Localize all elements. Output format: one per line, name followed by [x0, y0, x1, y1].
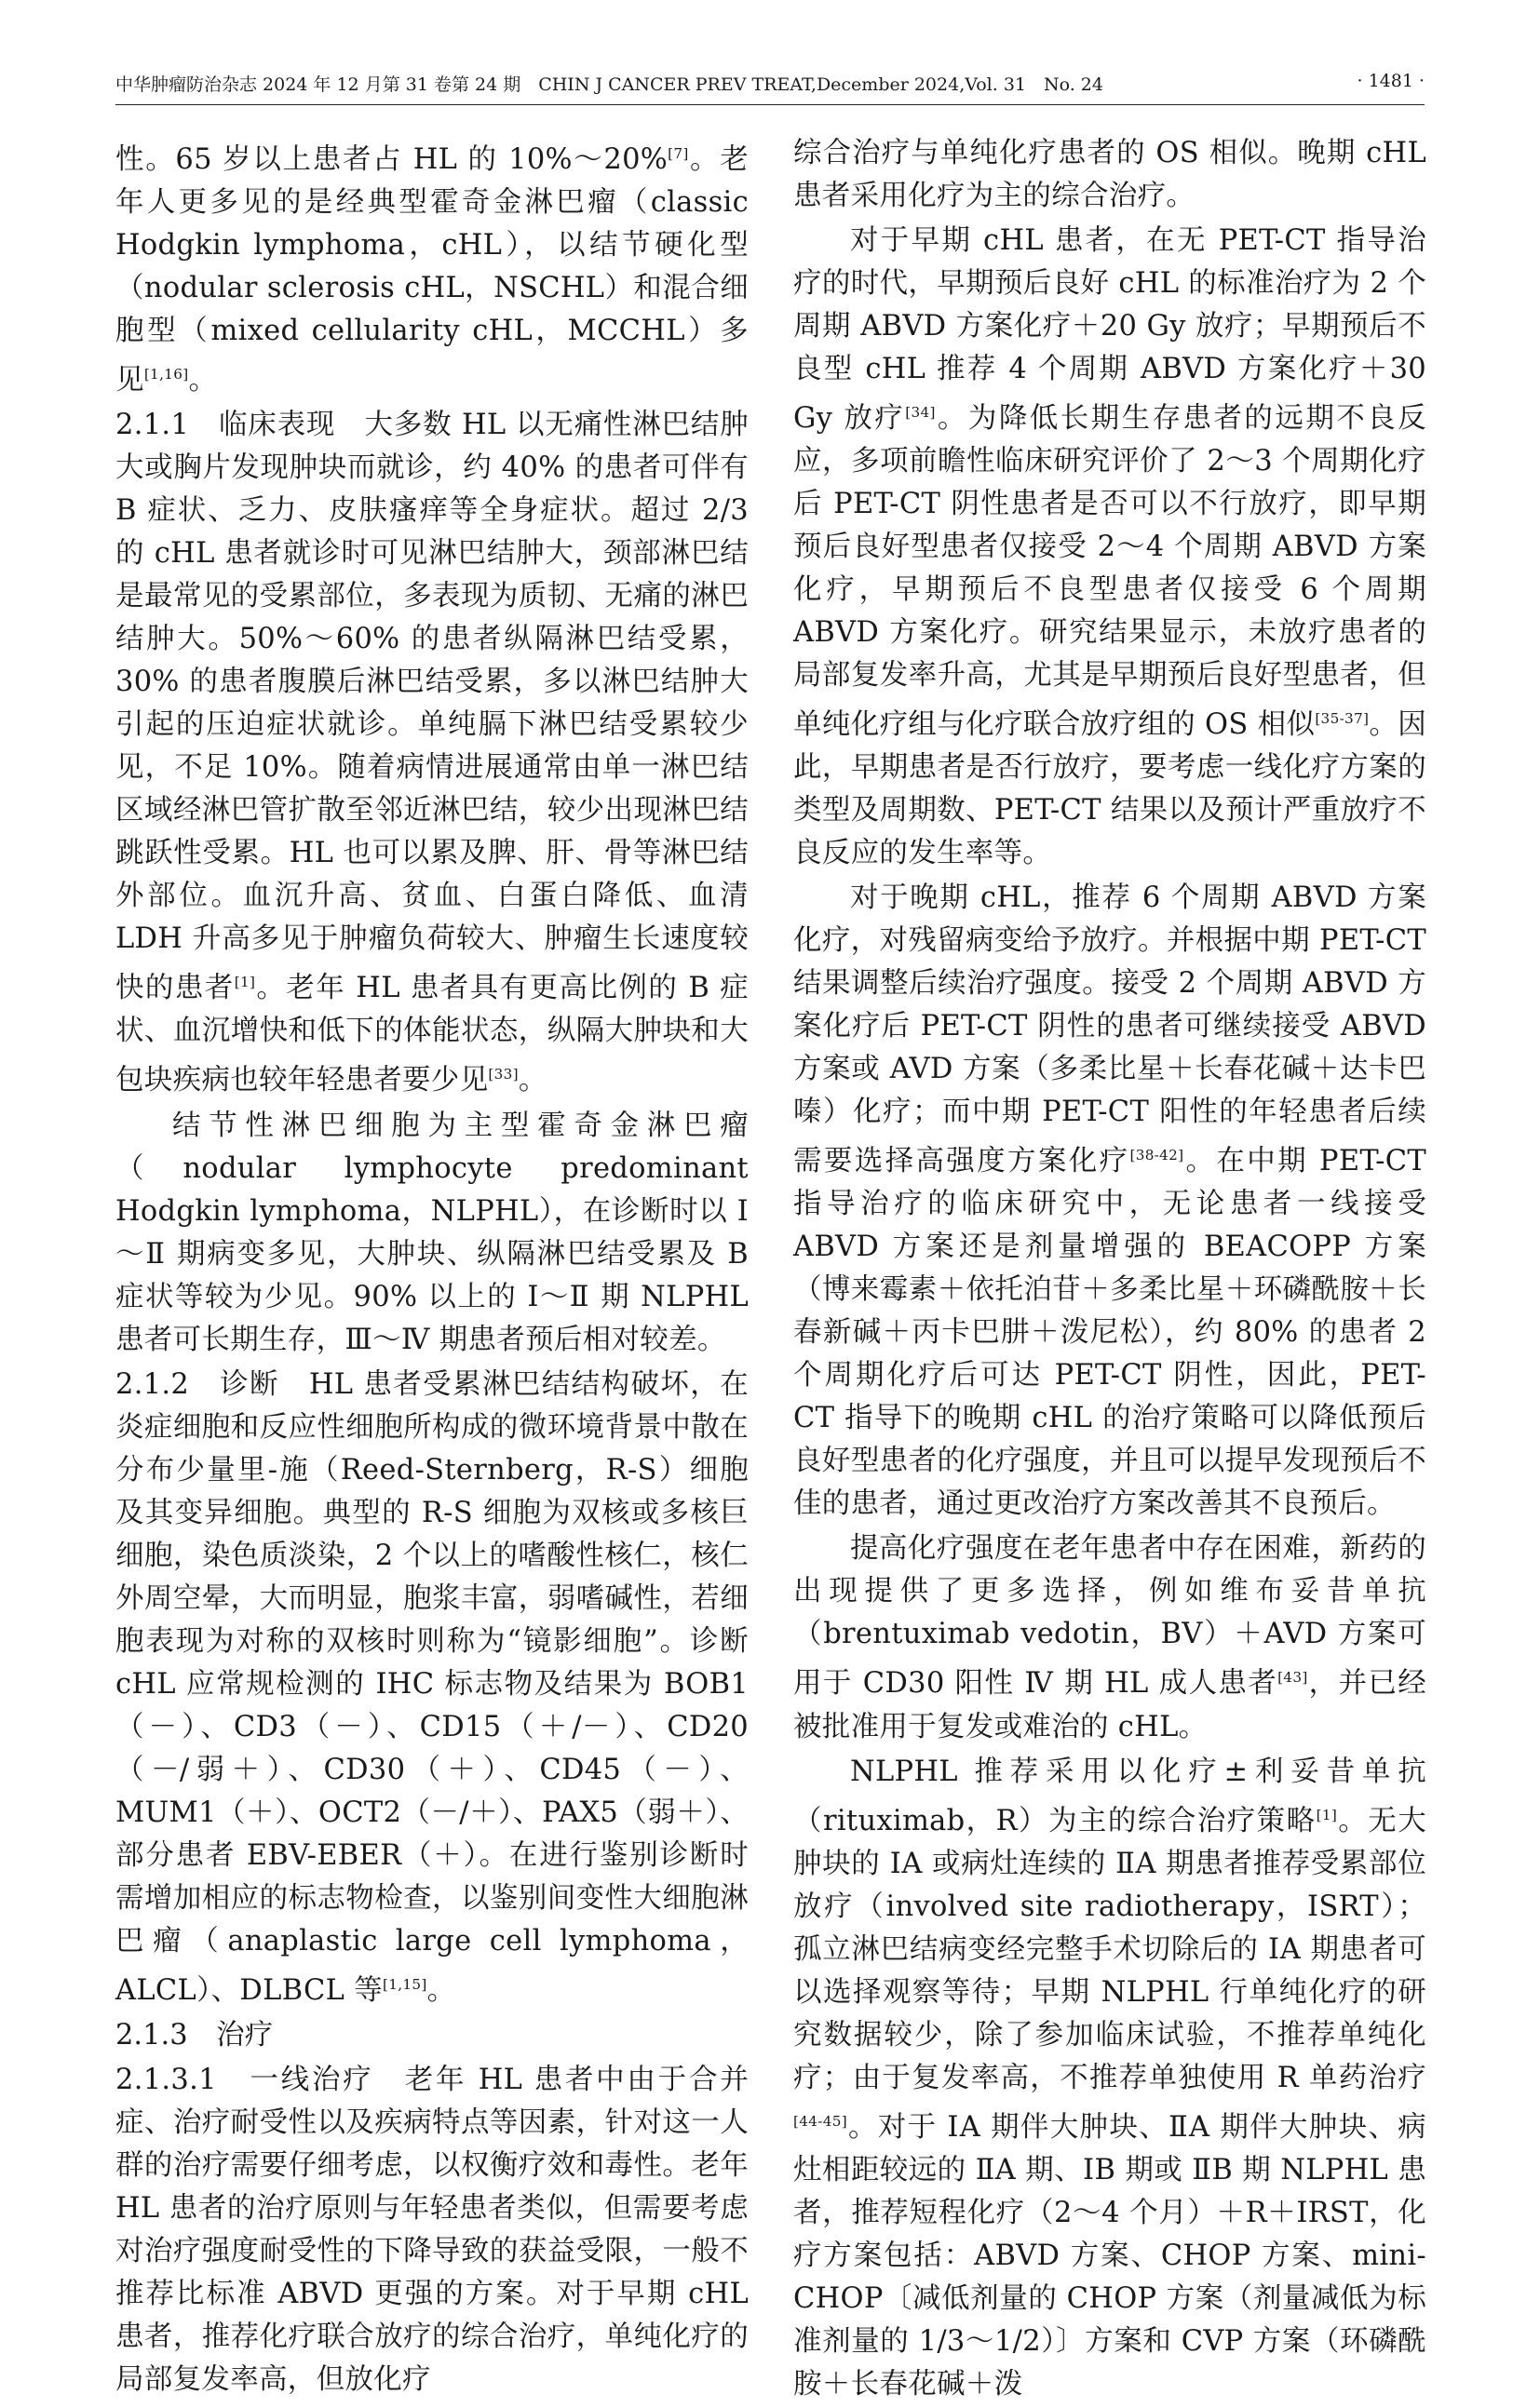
paragraph-text: ，并已经被批准用于复发或难治的 cHL。: [793, 1667, 1426, 1743]
paragraph-text: 。: [426, 1973, 456, 2007]
paragraph-text: 2.1.1 临床表现 大多数 HL 以无痛性淋巴结肿大或胸片发现肿块而就诊，约 40% 的患者可伴有 B 症状、乏力、皮肤瘙痒等全身症状。超过 2/3 的 cHL 患者就诊时可见淋巴结肿大，颈部淋巴结是最常见的受累部位，多表现为质韧、无痛的淋巴结肿大。50%～60% 的患者纵隔淋巴结受累，30% 的患者腹膜后淋巴结受累，多以淋巴结肿大引起的压迫症状就诊。单纯膈下淋巴结受累较少见，不足 10%。随着病情进展通常由单一淋巴结区域经淋巴管扩散至邻近淋巴结，较少出现淋巴结跳跃性受累。HL 也可以累及脾、肝、骨等淋巴结外部位。血沉升高、贫血、白蛋白降低、血清 LDH 升高多见于肿瘤负荷较大、肿瘤生长速度较快的患者: [115, 409, 749, 1005]
citation-ref: [35-37]: [1315, 710, 1370, 728]
paragraph-text: 性。65 岁以上患者占 HL 的 10%～20%: [115, 143, 669, 177]
citation-ref: [1,16]: [143, 366, 189, 383]
paragraph-text: 。: [518, 1064, 547, 1097]
paragraph-text: 对于晚期 cHL，推荐 6 个周期 ABVD 方案化疗，对残留病变给予放疗。并根据中期 PET-CT 结果调整后续治疗强度。接受 2 个周期 ABVD 方案化疗后 PET-CT 阴性的患者可继续接受 ABVD 方案或 AVD 方案（多柔比星＋长春花碱＋达卡巴嗪）化疗；而中期 PET-CT 阳性的年轻患者后续需要选择高强度方案化疗: [793, 881, 1426, 1178]
paragraph-text: 2.1.3.1 一线治疗 老年 HL 患者中由于合并症、治疗耐受性以及疾病特点等因素，针对这一人群的治疗需要仔细考虑，以权衡疗效和毒性。老年 HL 患者的治疗原则与年轻患者类似，但需要考虑对治疗强度耐受性的下降导致的获益受限，一般不推荐比标准 ABVD 更强的方案。对于早期 cHL 患者，推荐化疗联合放疗的综合治疗，单纯化疗的局部复发率高，但放化疗: [115, 2063, 749, 2396]
paragraph-text: 。老年人更多见的是经典型霍奇金淋巴瘤（classic Hodgkin lymphoma，cHL），以结节硬化型（nodular sclerosis cHL，NSCHL）和混合细胞型（mixed cellularity cHL，MCCHL）多见: [115, 143, 749, 397]
paragraph: [115, 404, 749, 1102]
paragraph-text: 。: [188, 364, 218, 397]
paragraph-text: 。在中期 PET-CT 指导治疗的临床研究中，无论患者一线接受 ABVD 方案还是剂量增强的 BEACOPP 方案（博来霉素＋依托泊苷＋多柔比星＋环磷酰胺＋长春新碱＋丙卡巴肼＋泼尼松），约 80% 的患者 2 个周期化疗后可达 PET-CT 阴性，因此，PET-CT 指导下的晚期 cHL 的治疗策略可以降低预后良好型患者的化疗强度，并且可以提早发现预后不佳的患者，通过更改治疗方案改善其不良预后。: [793, 1145, 1426, 1521]
section-heading: 2.1.3 治疗: [115, 2018, 274, 2052]
citation-ref: [1,15]: [383, 1975, 427, 1993]
citation-ref: [44-45]: [793, 2112, 847, 2130]
paragraph: [115, 2059, 749, 2401]
paragraph-text: 对于早期 cHL 患者，在无 PET-CT 指导治疗的时代，早期预后良好 cHL 的标准治疗为 2 个周期 ABVD 方案化疗＋20 Gy 放疗；早期预后不良型 cHL 推荐 4 个周期 ABVD 方案化疗＋30 Gy 放疗: [793, 224, 1426, 436]
paragraph-text: 提高化疗强度在老年患者中存在困难，新药的出现提供了更多选择，例如维布妥昔单抗（brentuximab vedotin，BV）＋AVD 方案可用于 CD30 阳性 Ⅳ 期 HL 成人患者: [793, 1532, 1426, 1701]
citation-ref: [7]: [668, 145, 689, 162]
paragraph: [793, 1527, 1426, 1748]
paragraph-text: 。老年 HL 患者具有更高比例的 B 症状、血沉增快和低下的体能状态，纵隔大肿块和大包块疾病也较年轻患者要少见: [115, 972, 750, 1097]
right-column: [793, 132, 1426, 2408]
citation-ref: [33]: [488, 1066, 519, 1083]
paragraph-text: 。为降低长期生存患者的远期不良反应，多项前瞻性临床研究评价了 2～3 个周期化疗后 PET-CT 阴性患者是否可以不行放疗，即早期预后良好型患者仅接受 2～4 个周期 ABVD 方案化疗，早期预后不良型患者仅接受 6 个周期 ABVD 方案化疗。研究结果显示，未放疗患者的局部复发率升高，尤其是早期预后良好型患者，但单纯化疗组与化疗联合放疗组的 OS 相似: [793, 402, 1426, 742]
paragraph: [793, 877, 1426, 1526]
journal-citation: 中华肿瘤防治杂志 2024 年 12 月第 31 卷第 24 期 CHIN J CANCER PREV TREAT,December 2024,Vol. 31 No. 24: [115, 74, 1103, 95]
paragraph: [793, 1751, 1426, 2406]
paragraph: [115, 1105, 749, 1362]
citation-ref: [38-42]: [1129, 1147, 1184, 1164]
paragraph-text: 综合治疗与单纯化疗患者的 OS 相似。晚期 cHL 患者采用化疗为主的综合治疗。: [793, 137, 1426, 212]
citation-ref: [34]: [905, 404, 936, 421]
paragraph: [793, 132, 1426, 218]
paragraph: [115, 1364, 749, 2012]
left-column: [115, 132, 749, 2403]
paragraph-text: 结节性淋巴细胞为主型霍奇金淋巴瘤（nodular lymphocyte predominant Hodgkin lymphoma，NLPHL），在诊断时以 Ⅰ～Ⅱ 期病变多见，大肿块、纵隔淋巴结受累及 B 症状等较为少见。90% 以上的 Ⅰ～Ⅱ 期 NLPHL 患者可长期生存，Ⅲ～Ⅳ 期患者预后相对较差。: [115, 1109, 749, 1356]
running-header: [115, 71, 1425, 108]
citation-ref: [1]: [234, 974, 256, 991]
paragraph-text: 2.1.2 诊断 HL 患者受累淋巴结结构破坏，在炎症细胞和反应性细胞所构成的微环境背景中散在分布少量里-施（Reed-Sternberg，R-S）细胞及其变异细胞。典型的 R-S 细胞为双核或多核巨细胞，染色质淡染，2 个以上的嗜酸性核仁，核仁外周空晕，大而明显，胞浆丰富，弱嗜碱性，若细胞表现为对称的双核时则称为“镜影细胞”。诊断 cHL 应常规检测的 IHC 标志物及结果为 BOB1（－）、CD3（－）、CD15（＋/－）、CD20（－/弱＋）、CD30（＋）、CD45（－）、MUM1（＋）、OCT2（－/＋）、PAX5（弱＋）、部分患者 EBV-EBER（＋）。在进行鉴别诊断时需增加相应的标志物检查，以鉴别间变性大细胞淋巴瘤（anaplastic large cell lymphoma，ALCL）、DLBCL 等: [115, 1367, 749, 2007]
page-number: · 1481 ·: [1357, 71, 1425, 91]
paragraph-text: 。对于 ⅠA 期伴大肿块、ⅡA 期伴大肿块、病灶相距较远的 ⅡA 期、ⅠB 期或 ⅡB 期 NLPHL 患者，推荐短程化疗（2～4 个月）＋R＋IRST，化疗方案包括：ABVD 方案、CHOP 方案、mini-CHOP〔减低剂量的 CHOP 方案（剂量减低为标准剂量的 1/3～1/2）〕方案和 CVP 方案（环磷酰胺＋长春花碱＋泼: [793, 2110, 1426, 2401]
paragraph: [115, 132, 749, 402]
paragraph-text: 。无大肿块的 ⅠA 或病灶连续的 ⅡA 期患者推荐受累部位放疗（involved site radiotherapy，ISRT）；孤立淋巴结病变经完整手术切除后的 ⅠA 期患者可以选择观察等待；早期 NLPHL 行单纯化疗的研究数据较少，除了参加临床试验，不推荐单纯化疗；由于复发率高，不推荐单独使用 R 单药治疗: [793, 1804, 1426, 2094]
header-rule: [115, 104, 1425, 105]
citation-ref: [43]: [1277, 1669, 1308, 1687]
paragraph-text: NLPHL 推荐采用以化疗±利妥昔单抗（rituximab，R）为主的综合治疗策略: [793, 1755, 1426, 1837]
paragraph: [793, 220, 1426, 875]
paragraph-text: 。因此，早期患者是否行放疗，要考虑一线化疗方案的类型及周期数、PET-CT 结果以及预计严重放疗不良反应的发生率等。: [793, 708, 1426, 870]
citation-ref: [1]: [1316, 1806, 1338, 1823]
